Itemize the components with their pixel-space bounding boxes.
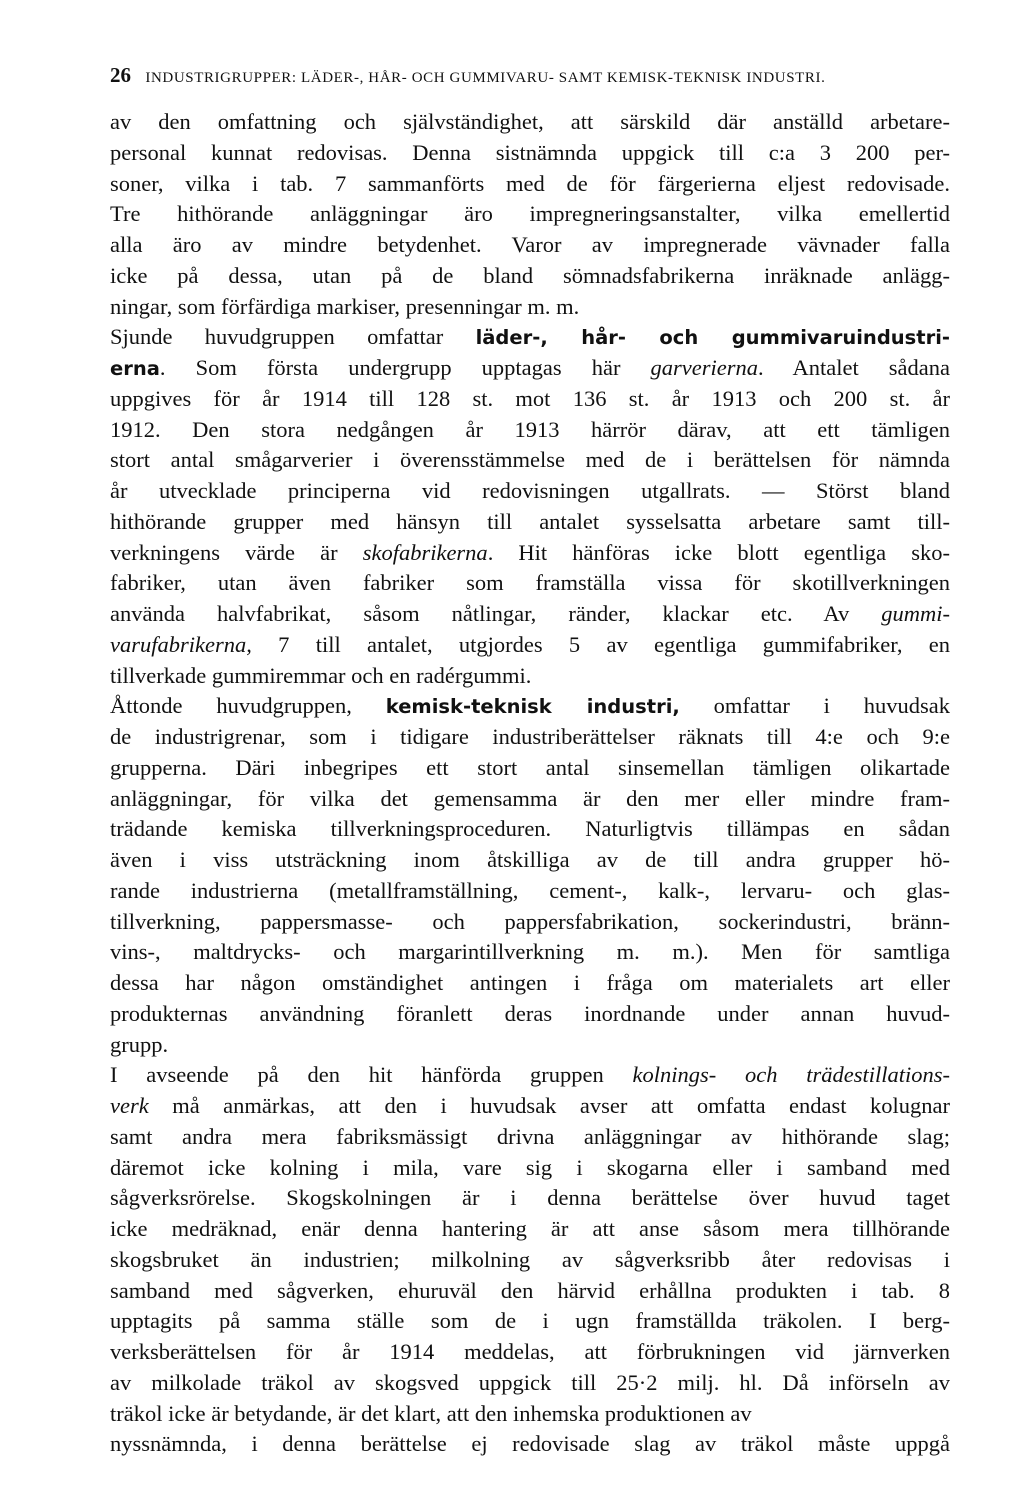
text-line xyxy=(110,261,950,292)
text-line xyxy=(110,1183,950,1214)
text-run: stort antal smågarverier i överensstämmelse med de i berättelsen för nämnda xyxy=(110,447,950,473)
text-run: alla äro av mindre betydenhet. Varor av impregnerade vävnader falla xyxy=(110,232,950,257)
text-line xyxy=(110,599,950,630)
text-run: må anmärkas, att den i huvudsak avser att omfatta endast kolugnar xyxy=(148,1093,950,1118)
text-line xyxy=(110,169,950,200)
text-run: omfattar i huvudsak xyxy=(679,693,950,719)
text-line xyxy=(110,568,950,599)
text-run: icke medräknad, enär denna hantering är att anse såsom mera tillhörande xyxy=(110,1216,950,1241)
text-line xyxy=(110,1245,950,1276)
text-run: rande industrierna (metallframställning, cement-, kalk-, lervaru- och glas- xyxy=(110,877,950,903)
running-title: INDUSTRIGRUPPER: LÄDER-, HÅR- OCH GUMMIVARU- SAMT KEMISK-TEKNISK INDUSTRI. xyxy=(145,70,826,86)
text-run: uppgives för år 1914 till 128 st. mot 136 st. år 1913 och 200 st. år xyxy=(110,385,950,411)
italic-term: varufabrikerna, xyxy=(110,631,252,657)
text-line xyxy=(110,907,950,938)
text-run: använda halvfabrikat, såsom nåtlingar, ränder, klackar etc. Av xyxy=(110,601,882,626)
text-run: grupp. xyxy=(110,1031,169,1057)
text-run: Sjunde huvudgruppen omfattar xyxy=(110,324,476,350)
text-run: personal kunnat redovisas. Denna sistnämnda uppgick till c:a 3 200 per- xyxy=(110,139,950,165)
text-run: tillverkning, pappersmasse- och pappersfabrikation, sockerindustri, bränn- xyxy=(110,908,950,934)
page-number: 26 xyxy=(110,63,131,87)
text-line xyxy=(110,845,950,876)
text-run: . Hit hänföras icke blott egentliga sko- xyxy=(487,539,951,565)
bold-term: erna xyxy=(110,357,160,380)
italic-term: skofabrikerna xyxy=(362,539,488,565)
text-line xyxy=(110,968,950,999)
text-run: de industrigrenar, som i tidigare industriberättelser räknats till 4:e och 9:e xyxy=(110,724,950,749)
text-line xyxy=(110,722,950,753)
text-line xyxy=(110,353,950,384)
text-run: däremot icke kolning i mila, vare sig i skogarna eller i samband med xyxy=(110,1154,950,1180)
text-line xyxy=(110,1214,950,1245)
text-run: år utvecklade principerna vid redovisningen utgallrats. — Störst bland xyxy=(110,478,950,503)
text-run: dessa har någon omständighet antingen i fråga om materialets art eller xyxy=(110,970,950,995)
text-run: icke på dessa, utan på de bland sömnadsfabrikerna inräknade anlägg- xyxy=(110,262,950,288)
text-run: fabriker, utan även fabriker som framställa vissa för skotillverkningen xyxy=(110,570,950,596)
text-run: nyssnämnda, i denna berättelse ej redovisade slag av träkol måste uppgå xyxy=(110,1431,950,1457)
text-line xyxy=(110,415,950,446)
text-line xyxy=(110,1429,950,1460)
text-run: anläggningar, för vilka det gemensamma är den mer eller mindre fram- xyxy=(110,785,950,811)
text-line xyxy=(110,1060,950,1091)
text-line xyxy=(110,538,950,569)
text-run: soner, vilka i tab. 7 sammanförts med de för färgerierna eljest redovisade. xyxy=(110,170,950,196)
text-run: även i viss utsträckning inom åtskilliga av de till andra grupper hö- xyxy=(110,847,950,872)
text-run: produkternas användning föranlett deras inordnande under annan huvud- xyxy=(110,1000,950,1026)
text-line xyxy=(110,999,950,1030)
text-run: Tre hithörande anläggningar äro impregneringsanstalter, vilka emellertid xyxy=(110,201,950,227)
text-line xyxy=(110,1399,950,1430)
running-header xyxy=(110,63,950,88)
text-line xyxy=(110,753,950,784)
text-run: samt andra mera fabriksmässigt drivna anläggningar av hithörande slag; xyxy=(110,1123,950,1149)
text-run: skogsbruket än industrien; milkolning av sågverksribb åter redovisas i xyxy=(110,1246,950,1272)
text-line xyxy=(110,661,950,692)
text-line xyxy=(110,937,950,968)
text-line xyxy=(110,292,950,323)
text-run: verkningens värde är xyxy=(110,539,363,565)
text-run: Åttonde huvudgruppen, xyxy=(110,693,386,719)
text-run: av den omfattning och självständighet, att särskild där anställd arbetare- xyxy=(110,109,950,134)
italic-term: verk xyxy=(110,1093,149,1118)
italic-term: gummi- xyxy=(881,601,950,626)
bold-term: kemisk-teknisk industri, xyxy=(385,695,680,719)
text-line xyxy=(110,199,950,230)
text-run: trädande kemiska tillverkningsproceduren. Naturligtvis tillämpas en sådan xyxy=(110,816,950,842)
text-line xyxy=(110,107,950,138)
text-line xyxy=(110,1091,950,1122)
text-run: hithörande grupper med hänsyn till antalet sysselsatta arbetare samt till- xyxy=(110,508,950,534)
text-run: tillverkade gummiremmar och en radérgummi. xyxy=(110,662,532,688)
text-run: samband med sågverken, ehuruväl den härvid erhållna produkten i tab. 8 xyxy=(110,1277,950,1303)
text-line xyxy=(110,876,950,907)
text-line xyxy=(110,445,950,476)
text-line xyxy=(110,230,950,261)
text-line xyxy=(110,1030,950,1061)
text-run: av milkolade träkol av skogsved uppgick till 25·2 milj. hl. Då införseln av xyxy=(110,1369,950,1395)
text-line xyxy=(110,138,950,169)
text-line xyxy=(110,630,950,661)
text-run: . Antalet sådana xyxy=(758,355,950,380)
text-line xyxy=(110,1306,950,1337)
text-line xyxy=(110,1368,950,1399)
text-line xyxy=(110,476,950,507)
text-run: I avseende på den hit hänförda gruppen xyxy=(110,1062,633,1088)
text-line xyxy=(110,1337,950,1368)
text-line xyxy=(110,814,950,845)
body-text xyxy=(110,107,950,1460)
text-line xyxy=(110,507,950,538)
text-line xyxy=(110,322,950,353)
text-run: 7 till antalet, utgjordes 5 av egentliga gummifabriker, en xyxy=(251,631,950,657)
italic-term: garverierna xyxy=(650,355,758,380)
text-run: verksberättelsen för år 1914 meddelas, att förbrukningen vid järnverken xyxy=(110,1339,950,1364)
text-run: sågverksrörelse. Skogskolningen är i denna berättelse över huvud taget xyxy=(110,1185,950,1211)
bold-term: läder-, hår- och gummivaruindustri- xyxy=(475,326,950,350)
text-run: 1912. Den stora nedgången år 1913 härrör därav, att ett tämligen xyxy=(110,416,950,442)
text-line xyxy=(110,1153,950,1184)
text-run: . Som första undergrupp upptagas här xyxy=(159,355,651,380)
italic-term: kolnings- och trädestillations- xyxy=(632,1062,950,1088)
text-run: vins-, maltdrycks- och margarintillverkning m. m.). Men för samtliga xyxy=(110,939,950,965)
text-run: upptagits på samma ställe som de i ugn framställda träkolen. I berg- xyxy=(110,1308,950,1334)
text-line xyxy=(110,1276,950,1307)
text-run: ningar, som förfärdiga markiser, presenningar m. m. xyxy=(110,293,580,319)
text-line xyxy=(110,1122,950,1153)
text-line xyxy=(110,784,950,815)
text-line xyxy=(110,384,950,415)
text-run: grupperna. Däri inbegripes ett stort antal sinsemellan tämligen olikartade xyxy=(110,754,950,780)
text-line xyxy=(110,691,950,722)
text-run: träkol icke är betydande, är det klart, att den inhemska produktionen av xyxy=(110,1400,752,1426)
